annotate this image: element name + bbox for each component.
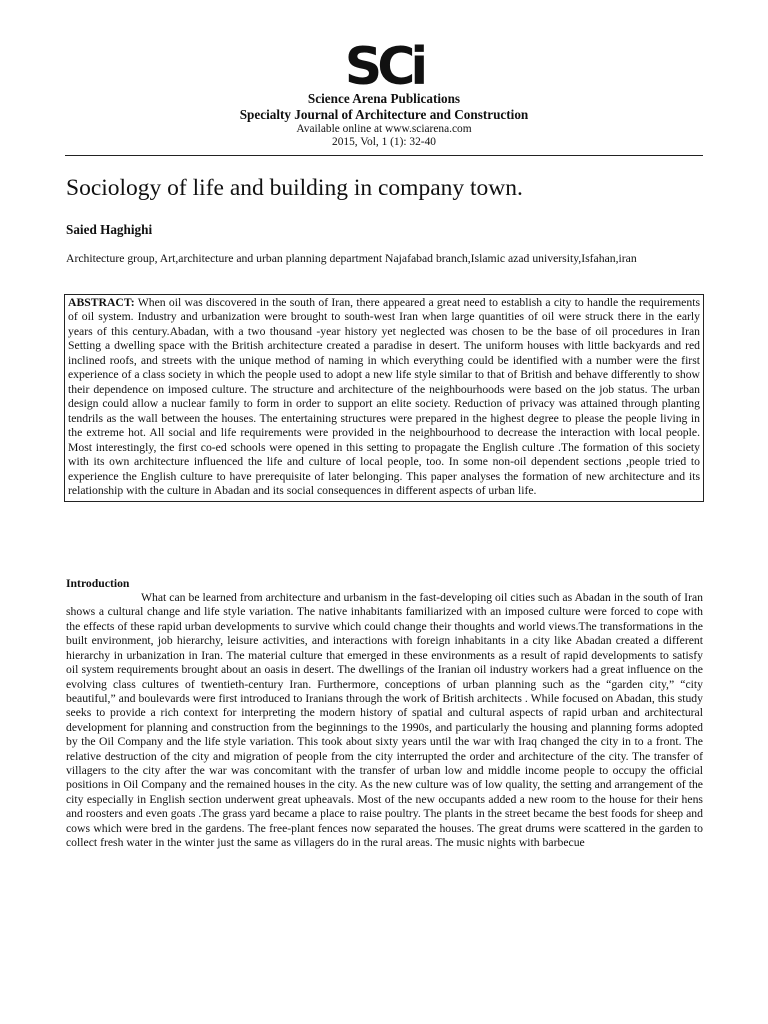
journal-logo bbox=[343, 40, 425, 90]
abstract-text: When oil was discovered in the south of Iran, there appeared a great need to establish a city to handle the requirements of oil system. Industry and urbanization were brought to south-west Iran when large quantities of oil were struck there in the early years of this century.Abadan, with a two thousand -year history yet neglected was chosen to be the base of oil procedures in Iran Setting a dwelling space with the British architecture created a paradise in desert. The uniform houses with little backyards and red inclined roofs, and streets with the unique method of naming in which everything could be identified with a number were the first experience of a class society in which the people used to adopt a new life style similar to that of British and behave differently to show their dependence on imposed culture. The structure and architecture of the neighbourhoods were based on the job status. The urban design could allow a nuclear family to form in order to support an elite society. Reduction of privacy was attained through planting tendrils as the wall between the houses. The entertaining structures were prepared in the highest degree to please the people living in the extreme hot. All social and life requirements were provided in the neighbourhood to decrease the interaction with local people. Most interestingly, the first co-ed schools were opened in this setting to propagate the English culture .The formation of this society with its own architecture influenced the life and culture of local people, too. In some non-oil dependent sections ,people tried to experience the English culture to have prerequisite of later belonging. This paper analyses the formation of new architecture and its relationship with the culture in Abadan and its social consequences in different aspects of urban life. bbox=[68, 296, 700, 498]
article-title: Sociology of life and building in company town. bbox=[66, 175, 523, 201]
publisher-name: Science Arena Publications bbox=[307, 91, 461, 106]
logo-text: SCi bbox=[344, 40, 424, 90]
abstract-box bbox=[64, 294, 704, 502]
author-affiliation: Architecture group, Art,architecture and urban planning department Najafabad branch,Islamic azad university,Isfahan,iran bbox=[66, 252, 637, 265]
article-author: Saied Haghighi bbox=[66, 222, 153, 237]
introduction-text: What can be learned from architecture and urbanism in the fast-developing oil cities such as Abadan in the south of Iran shows a cultural change and life style variation. The native inhabitants familiarized with an imposed culture were forced to cope with the effects of these rapid urban developments to survive which could change their thoughts and world views.The transformations in the built environment, job hierarchy, leisure activities, and interactions with foreign inhabitants in a city like Abadan created a different hierarchy in urbanization in Iran. The material culture that emerged in these environments as a result of rapid developments to satisfy oil system requirements brought about an oasis in desert. The dwellings of the Iranian oil industry workers had a great influence on the evolving class cultures of twentieth-century Iran. Furthermore, conceptions of urban planning such as the “garden city,” “city beautiful,” and boulevards were first introduced to Iranians through the work of British architects . While focused on Abadan, this study seeks to provide a rich context for interpreting the modern history of spatial and cultural aspects of rapid urban and architectural development for planning and construction from the beginnings to the 1990s, and particularly the housing and planning forms adopted by the Oil Company and the life style variation. This took about sixty years until the war with Iraq changed the city in to a front. The relative destruction of the city and migration of people from the city interrupted the order and architecture of the city. The transfer of villagers to the city after the war was concomitant with the transfer of urban low and middle income people to occupy the official positions in Oil Company and the remained houses in the city. As the new culture was of low quality, the setting and arrangement of the city especially in English section underwent great upheavals. Most of the new occupants added a new room to the house for their hens and roosters and even goats .The grass yard became a place to raise poultry. The plants in the street became the best foods for sheep and cows which were bred in the gardens. The free-plant fences now separated the houses. The great drums were scattered in the garden to collect fresh water in the winter just the same as villagers do in the rural areas. The music nights with barbecue bbox=[66, 591, 703, 850]
introduction-heading: Introduction bbox=[66, 577, 130, 590]
journal-name: Specialty Journal of Architecture and Construction bbox=[239, 106, 529, 122]
abstract-label: ABSTRACT: bbox=[68, 296, 135, 309]
online-availability: Available online at www.sciarena.com bbox=[296, 122, 472, 135]
journal-header bbox=[0, 92, 768, 149]
header-divider bbox=[65, 155, 703, 156]
sci-logo-icon bbox=[343, 40, 425, 90]
volume-info: 2015, Vol, 1 (1): 32-40 bbox=[332, 135, 436, 148]
